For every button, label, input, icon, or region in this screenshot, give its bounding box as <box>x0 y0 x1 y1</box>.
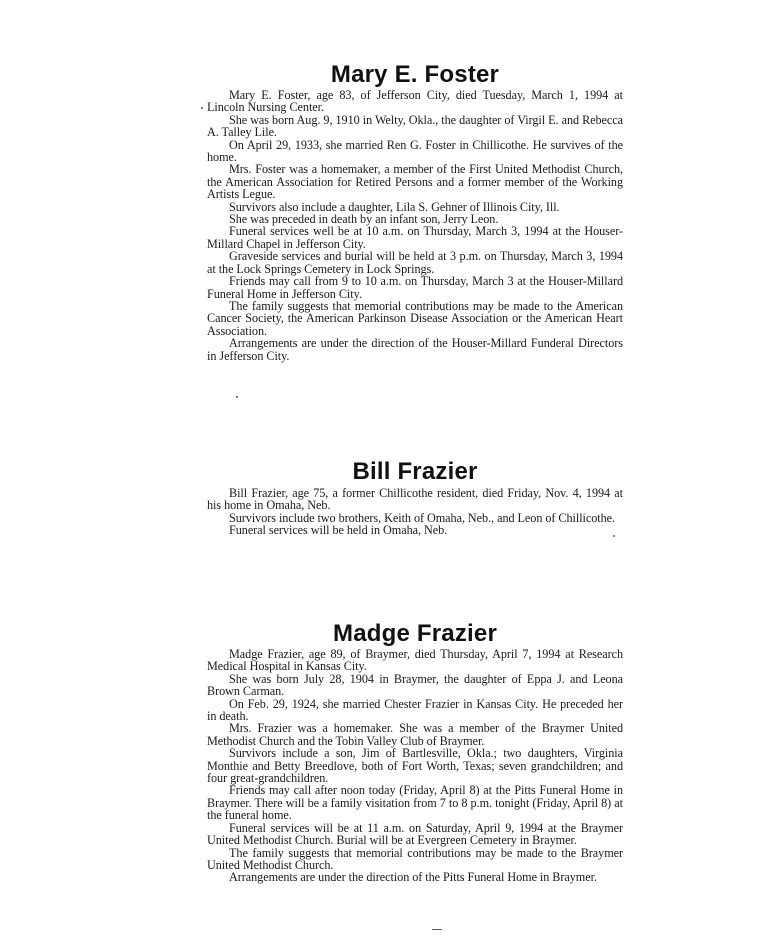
obituary-paragraph: Bill Frazier, age 75, a former Chillicothe resident, died Friday, Nov. 4, 1994 at his home in Omaha, Neb. <box>207 486 623 513</box>
obituary-paragraph: Funeral services will be held in Omaha, Neb. <box>229 523 448 538</box>
scan-speck <box>432 929 442 930</box>
obituary-heading: Mary E. Foster <box>330 61 500 88</box>
obituary-paragraph: On April 29, 1933, she married Ren G. Foster in Chillicothe. He survives of the home. <box>207 137 623 165</box>
obituary-paragraph: She was born Aug. 9, 1910 in Welty, Okla., the daughter of Virgil E. and Rebecca A. Talley Lile. <box>207 112 623 140</box>
obituary-paragraph: Survivors include a son, Jim of Bartlesville, Okla.; two daughters, Virginia Monthie and Betty Breedlove, both of Fort Worth, Texas; seven grandchildren; and four great-grandchildren. <box>207 746 623 786</box>
obituary-paragraph: She was preceded in death by an infant son, Jerry Leon. <box>229 212 499 227</box>
obituary-madge-frazier <box>207 621 623 884</box>
scan-speck <box>201 107 203 109</box>
obituary-paragraph: Graveside services and burial will be held at 3 p.m. on Thursday, March 3, 1994 at the Lock Springs Cemetery in Lock Springs. <box>207 249 623 276</box>
obituary-paragraph: Arrangements are under the direction of the Pitts Funeral Home in Braymer. <box>229 870 597 885</box>
obituary-paragraph: Friends may call from 9 to 10 a.m. on Thursday, March 3 at the Houser-Millard Funeral Home in Jefferson City. <box>207 274 623 301</box>
obituary-paragraph: Madge Frazier, age 89, of Braymer, died Thursday, April 7, 1994 at Research Medical Hospital in Kansas City. <box>207 647 623 674</box>
obituary-paragraph: The family suggests that memorial contributions may be made to the American Cancer Society, the American Parkinson Disease Association or the American Heart Association. <box>207 298 623 338</box>
obituary-heading: Bill Frazier <box>352 458 478 485</box>
obituary-paragraph: Funeral services well be at 10 a.m. on Thursday, March 3, 1994 at the Houser-Millard Chapel in Jefferson City. <box>207 224 623 251</box>
obituary-paragraph: Mary E. Foster, age 83, of Jefferson City, died Tuesday, March 1, 1994 at Lincoln Nursing Center. <box>207 88 623 115</box>
obituary-paragraph: Mrs. Frazier was a homemaker. She was a member of the Braymer United Methodist Church and the Tobin Valley Club of Braymer. <box>207 721 623 748</box>
obituary-paragraph: On Feb. 29, 1924, she married Chester Frazier in Kansas City. He preceded her in death. <box>207 696 623 724</box>
obituary-mary-foster <box>207 62 623 362</box>
obituary-paragraph: She was born July 28, 1904 in Braymer, the daughter of Eppa J. and Leona Brown Carman. <box>207 671 623 699</box>
obituary-paragraph: Arrangements are under the direction of the Houser-Millard Funderal Directors in Jefferson City. <box>207 336 623 363</box>
obituary-heading: Madge Frazier <box>333 620 497 647</box>
obituary-paragraph: Mrs. Foster was a homemaker, a member of the First United Methodist Church, the American Association for Retired Persons and a former member of the Working Artists Legue. <box>207 162 623 202</box>
obituary-paragraph: Friends may call after noon today (Friday, April 8) at the Pitts Funeral Home in Braymer. There will be a family visitation from 7 to 8 p.m. tonight (Friday, April 8) at the funeral home. <box>207 783 623 823</box>
obituary-paragraph: Funeral services will be at 11 a.m. on Saturday, April 9, 1994 at the Braymer United Methodist Church. Burial will be at Evergreen Cemetery in Braymer. <box>207 820 623 848</box>
obituary-paragraph: Survivors include two brothers, Keith of Omaha, Neb., and Leon of Chillicothe. <box>229 510 616 525</box>
obituary-paragraph: Survivors also include a daughter, Lila S. Gehner of Illinois City, Ill. <box>229 199 560 214</box>
obituary-bill-frazier <box>207 459 623 537</box>
scan-speck <box>236 396 238 398</box>
scan-speck <box>613 535 615 537</box>
obituary-paragraph: The family suggests that memorial contributions may be made to the Braymer United Methodist Church. <box>207 845 623 872</box>
